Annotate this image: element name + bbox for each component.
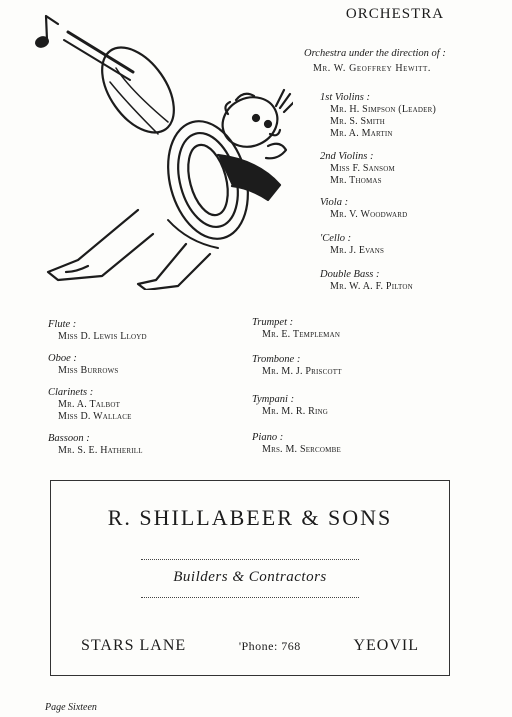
page-number: Page Sixteen bbox=[45, 702, 97, 713]
section-role: Viola : bbox=[320, 197, 349, 208]
advertiser-phone: 'Phone: 768 bbox=[238, 639, 301, 653]
musician-name: Mr. W. A. F. Pilton bbox=[330, 281, 413, 292]
section-oboe bbox=[48, 352, 119, 377]
musician-name: Mr. V. Woodward bbox=[330, 209, 408, 220]
section-role: 1st Violins : bbox=[320, 92, 370, 103]
advertiser-trade: Builders & Contractors bbox=[173, 569, 327, 585]
musician-name: Miss D. Lewis Lloyd bbox=[58, 331, 147, 342]
musician-name: Mr. H. Simpson (Leader) bbox=[330, 104, 436, 115]
section-flute bbox=[48, 318, 147, 343]
orchestra-title: ORCHESTRA bbox=[345, 6, 445, 22]
musician-name: Mr. Thomas bbox=[330, 175, 382, 186]
section-double-bass bbox=[320, 268, 413, 293]
section-second-violins bbox=[320, 150, 395, 187]
musician-name: Mrs. M. Sercombe bbox=[262, 444, 341, 455]
musician-name: Mr. E. Templeman bbox=[262, 329, 341, 340]
conductor-name: Mr. W. Geoffrey Hewitt. bbox=[313, 63, 432, 74]
section-tympani bbox=[252, 393, 328, 418]
advertiser-address: STARS LANE bbox=[81, 637, 187, 654]
divider bbox=[141, 597, 359, 598]
section-role: Double Bass : bbox=[320, 269, 380, 280]
musician-name: Mr. A. Talbot bbox=[58, 399, 121, 410]
section-role: Tympani : bbox=[252, 394, 295, 405]
section-trumpet bbox=[252, 316, 340, 341]
section-role: Piano : bbox=[252, 432, 284, 443]
musician-name: Mr. J. Evans bbox=[330, 245, 385, 256]
musician-name: Mr. M. J. Priscott bbox=[262, 366, 342, 377]
section-clarinets bbox=[48, 386, 132, 423]
musician-name: Mr. M. R. Ring bbox=[262, 406, 329, 417]
advertiser-name: R. SHILLABEER & SONS bbox=[107, 505, 393, 530]
advertiser-contact-row bbox=[81, 637, 419, 655]
section-piano bbox=[252, 431, 341, 456]
section-role: 2nd Violins : bbox=[320, 151, 374, 162]
divider bbox=[141, 559, 359, 560]
section-role: Trombone : bbox=[252, 354, 301, 365]
section-cello bbox=[320, 232, 384, 257]
section-role: Trumpet : bbox=[252, 317, 294, 328]
section-role: Bassoon : bbox=[48, 433, 90, 444]
musician-name: Mr. S. Smith bbox=[330, 116, 385, 127]
music-note-icon bbox=[35, 16, 58, 48]
musician-name: Miss F. Sansom bbox=[330, 163, 395, 174]
section-role: 'Cello : bbox=[320, 233, 352, 244]
direction-label: Orchestra under the direction of : bbox=[304, 48, 446, 59]
section-first-violins bbox=[320, 91, 436, 140]
section-bassoon bbox=[48, 432, 143, 457]
section-viola bbox=[320, 196, 407, 221]
section-role: Flute : bbox=[48, 319, 77, 330]
section-trombone bbox=[252, 353, 342, 378]
musician-name: Miss D. Wallace bbox=[58, 411, 132, 422]
musician-name: Miss Burrows bbox=[58, 365, 119, 376]
advertiser-town: YEOVIL bbox=[353, 637, 419, 654]
section-role: Clarinets : bbox=[48, 387, 94, 398]
tuba-player-illustration bbox=[18, 10, 293, 290]
musician-name: Mr. A. Martin bbox=[330, 128, 393, 139]
musician-name: Mr. S. E. Hatherill bbox=[58, 445, 143, 456]
section-role: Oboe : bbox=[48, 353, 77, 364]
advertisement-box bbox=[50, 480, 450, 676]
